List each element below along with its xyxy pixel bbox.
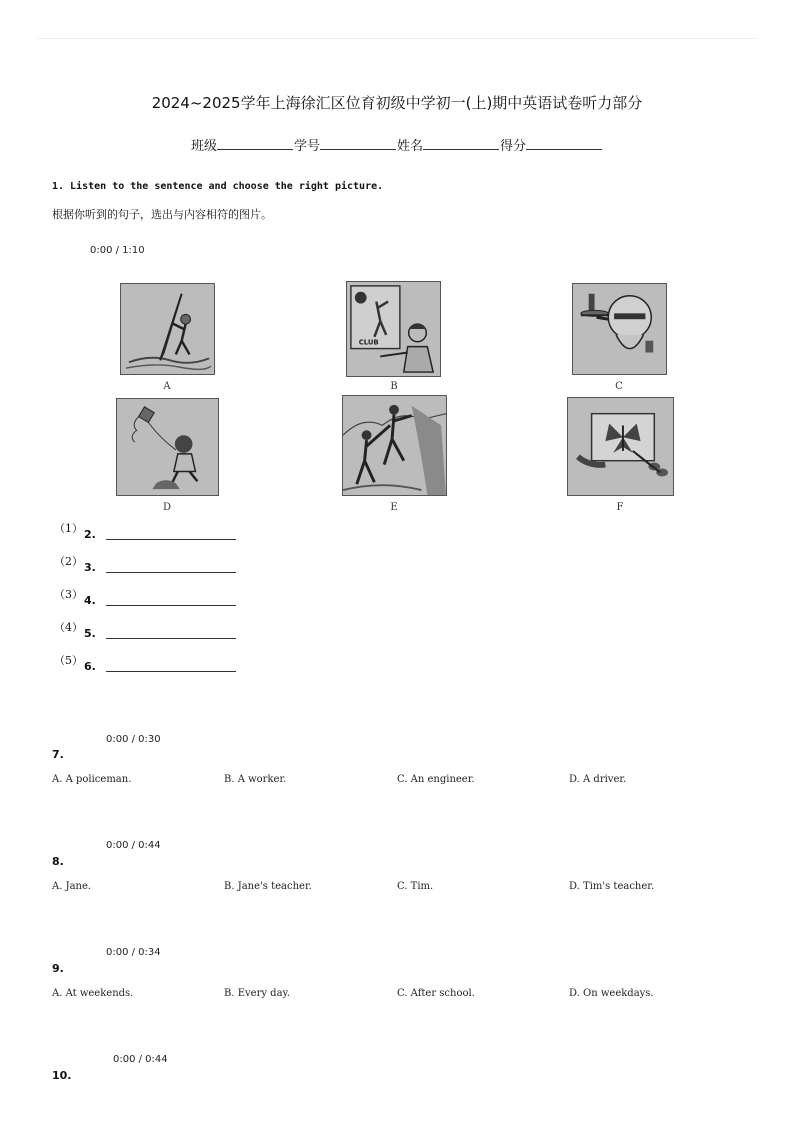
- audio-player-q1[interactable]: 0:00 / 1:10: [90, 245, 145, 256]
- option-a[interactable]: A. At weekends.: [52, 988, 134, 999]
- sub-item-question: 2.: [84, 528, 96, 541]
- picture-label-e: E: [390, 502, 398, 513]
- picture-e[interactable]: [342, 395, 447, 496]
- option-b[interactable]: B. A worker.: [224, 774, 287, 785]
- sub-item-number: （3）: [54, 588, 83, 601]
- hikers-climbing-illustration: [343, 396, 446, 495]
- option-b[interactable]: B. Every day.: [224, 988, 291, 999]
- picture-label-b: B: [390, 381, 398, 392]
- club-poster-illustration: [347, 282, 440, 376]
- audio-player-q7[interactable]: 0:00 / 0:30: [106, 734, 161, 745]
- option-c[interactable]: C. Tim.: [397, 881, 434, 892]
- picture-b[interactable]: [346, 281, 441, 377]
- sub-item-question: 5.: [84, 627, 96, 640]
- answer-blank[interactable]: [106, 539, 236, 540]
- score-blank[interactable]: [526, 137, 602, 150]
- sub-item-question: 4.: [84, 594, 96, 607]
- option-c[interactable]: C. After school.: [397, 988, 475, 999]
- option-c[interactable]: C. An engineer.: [397, 774, 475, 785]
- score-label: 得分: [500, 139, 527, 154]
- picture-label-d: D: [162, 502, 172, 513]
- page-title: 2024~2025学年上海徐汇区位育初级中学初一(上)期中英语试卷听力部分: [151, 94, 643, 112]
- audio-player-q9[interactable]: 0:00 / 0:34: [106, 947, 161, 958]
- answer-blank[interactable]: [106, 671, 236, 672]
- picture-label-c: C: [615, 381, 623, 392]
- option-d[interactable]: D. On weekdays.: [569, 988, 654, 999]
- class-label: 班级: [190, 139, 217, 154]
- number-label: 学号: [293, 139, 320, 154]
- option-a[interactable]: A. A policeman.: [52, 774, 132, 785]
- windsurfer-illustration: [121, 284, 214, 374]
- picture-c[interactable]: [572, 283, 667, 375]
- question-number: 10.: [52, 1069, 72, 1082]
- name-blank[interactable]: [423, 137, 499, 150]
- question-number: 7.: [52, 748, 64, 761]
- option-a[interactable]: A. Jane.: [52, 881, 92, 892]
- audio-player-q10[interactable]: 0:00 / 0:44: [113, 1054, 168, 1065]
- svg-text:CLUB: CLUB: [358, 338, 379, 347]
- top-divider: [38, 38, 756, 39]
- q1-instruction-cn: 根据你听到的句子，选出与内容相符的图片。: [52, 208, 272, 221]
- sub-item-number: （5）: [54, 654, 83, 667]
- option-d[interactable]: D. A driver.: [569, 774, 627, 785]
- sub-item-question: 3.: [84, 561, 96, 574]
- option-b[interactable]: B. Jane's teacher.: [224, 881, 312, 892]
- question-number: 9.: [52, 962, 64, 975]
- q1-instruction: 1. Listen to the sentence and choose the right picture.: [52, 181, 384, 192]
- answer-blank[interactable]: [106, 572, 236, 573]
- option-d[interactable]: D. Tim's teacher.: [569, 881, 655, 892]
- robot-waiter-illustration: [573, 284, 666, 374]
- picture-label-f: F: [616, 502, 624, 513]
- picture-a[interactable]: [120, 283, 215, 375]
- question-number: 8.: [52, 855, 64, 868]
- sub-item-number: （4）: [54, 621, 83, 634]
- answer-blank[interactable]: [106, 638, 236, 639]
- audio-player-q8[interactable]: 0:00 / 0:44: [106, 840, 161, 851]
- picture-f[interactable]: [567, 397, 674, 496]
- number-blank[interactable]: [320, 137, 396, 150]
- picture-d[interactable]: [116, 398, 219, 496]
- answer-blank[interactable]: [106, 605, 236, 606]
- name-label: 姓名: [397, 139, 424, 154]
- student-info-row: [0, 135, 794, 154]
- sub-item-number: （2）: [54, 555, 83, 568]
- sub-item-number: （1）: [54, 522, 83, 535]
- picture-label-a: A: [163, 381, 171, 392]
- kite-flying-illustration: [117, 399, 218, 495]
- sub-item-question: 6.: [84, 660, 96, 673]
- class-blank[interactable]: [217, 137, 293, 150]
- paper-cutting-illustration: [568, 398, 673, 495]
